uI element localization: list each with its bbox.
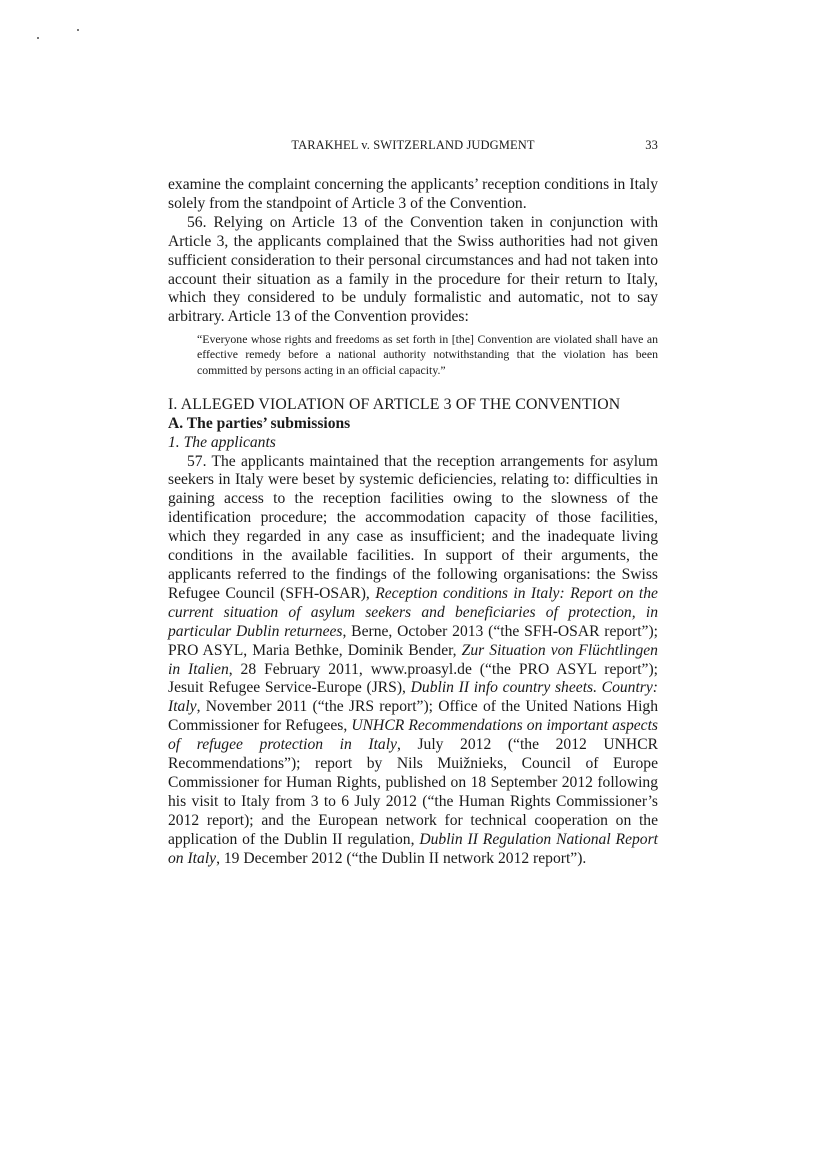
- paragraph-56: 56. Relying on Article 13 of the Convention taken in conjunction with Article 3, the applicants complained that the Swiss authorities had not given sufficient consideration to their personal circumstances and had not taken into account their situation as a family in the procedure for their return to Italy, which they considered to be unduly formalistic and automatic, not to say arbitrary. Article 13 of the Convention provides:: [168, 213, 658, 326]
- section-heading-violation-article-3: I. ALLEGED VIOLATION OF ARTICLE 3 OF THE CONVENTION: [168, 395, 621, 413]
- paragraph-57-text: 57. The applicants maintained that the reception arrangements for asylum seekers in Italy were beset by systemic deficiencies, relating to: difficulties in gaining access to the reception facilities owing to the slowness of the identification procedure; the accommodation capacity of those facilities, which they regarded in any case as insufficient; and the inadequate living conditions in the available facilities. In support of their arguments, the applicants referred to the findings of the following organisations: the Swiss Refugee Council (SFH-OSAR),: [168, 452, 658, 602]
- document-body: [168, 176, 658, 869]
- scan-speck: [77, 29, 79, 31]
- paragraph-57: [168, 453, 658, 869]
- paragraph-57-text: , July 2012 (“the 2012 UNHCR Recommendations”); report by Nils Muižnieks, Council of Europe Commissioner for Human Rights, published on 18 September 2012 following his visit to Italy from 3 to 6 July 2012 (“the Human Rights Commissioner’s 2012 report); and the European network for technical cooperation on the application of the Dublin II regulation,: [168, 736, 658, 848]
- quotation-article-13: “Everyone whose rights and freedoms as set forth in [the] Convention are violated shall have an effective remedy before a national authority notwithstanding that the violation has been committed by persons acting in an official capacity.”: [197, 332, 658, 377]
- paragraph-57-text: , November 2011 (“the JRS report”); Office of the United Nations High Commissioner for Refugees,: [168, 698, 658, 735]
- paragraph-continuation: examine the complaint concerning the applicants’ reception conditions in Italy solely from the standpoint of Article 3 of the Convention.: [168, 176, 658, 212]
- paragraph-57-text: , 28 February 2011, www.proasyl.de (“the PRO ASYL report”); Jesuit Refugee Service-Europe (JRS),: [168, 660, 658, 697]
- sub-subsection-heading-applicants: 1. The applicants: [168, 433, 276, 451]
- paragraph-57-text: , Berne, October 2013 (“the SFH-OSAR report”); PRO ASYL, Maria Bethke, Dominik Bender,: [168, 622, 658, 659]
- page-number: 33: [645, 138, 658, 152]
- citation-title-dublin-ii: Dublin II Regulation National Report on Italy: [168, 830, 658, 867]
- scan-speck: [37, 37, 39, 39]
- citation-title-unhcr: UNHCR Recommendations on important aspects of refugee protection in Italy: [168, 717, 658, 754]
- subsection-heading-parties-submissions: A. The parties’ submissions: [168, 414, 351, 432]
- paragraph-57-text: , 19 December 2012 (“the Dublin II network 2012 report”).: [216, 849, 587, 867]
- citation-title-jrs: Dublin II info country sheets. Country: Italy: [168, 679, 658, 716]
- citation-title-pro-asyl: Zur Situation von Flüchtlingen in Italien: [168, 641, 658, 678]
- citation-title-sfh-osar: Reception conditions in Italy: Report on the current situation of asylum seekers and beneficiaries of protection, in particular Dublin returnees: [168, 584, 658, 640]
- running-title: TARAKHEL v. SWITZERLAND JUDGMENT: [291, 138, 535, 152]
